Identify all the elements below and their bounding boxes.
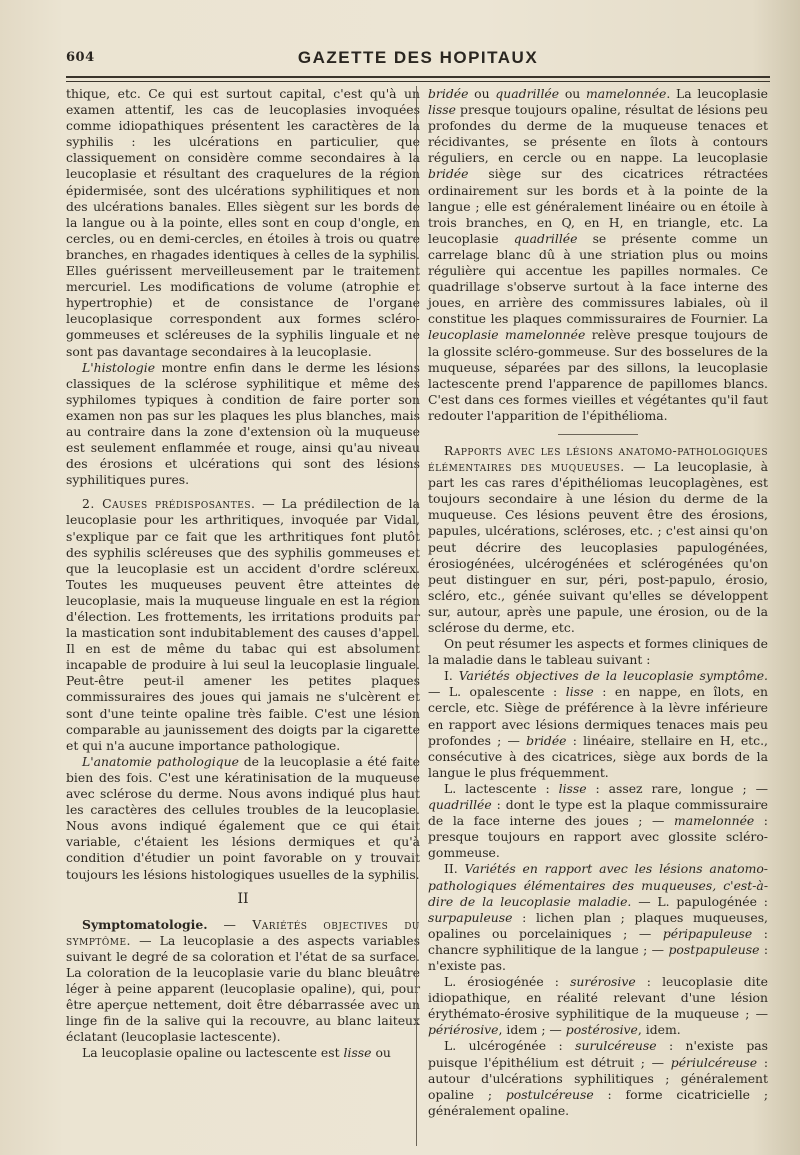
left-column — [66, 86, 420, 1062]
section-number: II — [237, 890, 249, 907]
right-column — [428, 86, 768, 1119]
paragraph: On peut résumer les aspects et formes cliniques de la maladie dans le tableau suivant : — [428, 636, 768, 668]
page-number: 604 — [66, 50, 95, 65]
paragraph: La leucoplasie opaline ou lactescente est lisse ou — [82, 1045, 391, 1061]
column-divider — [416, 86, 417, 1146]
paragraph: L'histologie montre enfin dans le derme les lésions classiques de la sclérose syphilitique et même des syphilomes typiques à condition de faire porter son examen non pas sur les plaques les plus blanches, mais au contraire dans la zone d'extension où la muqueuse est seulement enflammée et rouge, ainsi qu'au niveau des érosions et ulcérations qui sont des lésions syphilitiques pures. — [66, 359, 420, 488]
header-rule — [66, 76, 770, 82]
paragraph: L. ulcérogénée : surulcéreuse : n'existe pas puisque l'épithélium est détruit ; — périulcéreuse : autour d'ulcérations syphilitiques ; généralement opaline ; postulcéreuse : forme cicatricielle ; généralement opaline. — [428, 1038, 768, 1118]
paragraph: bridée ou quadrillée ou mamelonnée. La leucoplasie lisse presque toujours opaline, résultat de lésions peu profondes du derme de la muqueuse tenaces et récidivantes, se présente en îlots à contours réguliers, en cercle ou en nappe. La leucoplasie bridée siège sur des cicatrices rétractées ordinairement sur les bords et à la pointe de la langue ; elle est généralement linéaire ou en étoile à trois branches, en Q, en H, en triangle, etc. La leucoplasie quadrillée se présente comme un carrelage blanc dû à une striation plus ou moins régulière qui accentue les papilles normales. Ce quadrillage s'observe surtout à la face interne des joues, en arrière des commissures labiales, où il constitue les plaques commissuraires de Fournier. La leucoplasie mamelonnée relève presque toujours de la glossite scléro-gommeuse. Sur des bosselures de la muqueuse, séparées par des sillons, la leucoplasie lactescente prend l'apparence de papillomes blancs. C'est dans ces formes vieilles et végétantes qu'il faut redouter l'apparition de l'épithélioma. — [428, 86, 768, 423]
paragraph: I. Variétés objectives de la leucoplasie symptôme. — L. opalescente : lisse : en nappe, en îlots, en cercle, etc. Siège de préférence à la lèvre inférieure en rapport avec lésions dermiques tenaces mais peu profondes ; — bridée : linéaire, stellaire en H, etc., consécutive à des cicatrices, siège aux bords de la langue le plus fréquemment. — [428, 668, 768, 780]
paragraph: Symptomatologie. — Variétés objectives du symptôme. — La leucoplasie a des aspects variables suivant le degré de sa coloration et l'état de sa surface. La coloration de la leucoplasie varie du blanc bleuâtre léger à peine apparent (leucoplasie opaline), qui, pour être aperçue nettement, doit être débarrassée avec un linge fin de la salive qui la recouvre, au blanc laiteux éclatant (leucoplasie lactescente). — [66, 916, 420, 1045]
section-rule — [558, 434, 638, 435]
paragraph: thique, etc. Ce qui est surtout capital, c'est qu'à un examen attentif, les cas de leucoplasies invoquées comme idiopathiques présentent les caractères de la syphilis : les ulcérations en particulier, que classiquement on considère comme secondaires à la leucoplasie et résultant des craquelures de la région épidermisée, sont des ulcérations syphilitiques et non des ulcérations banales. Elles siègent sur les bords de la langue ou à la pointe, elles sont en coup d'ongle, en cercles, ou en demi-cercles, en étoiles à trois ou quatre branches, en rhagades identiques à celles de la syphilis. Elles guérissent merveilleusement par le traitement mercuriel. Les modifications de volume (atrophie et hypertrophie) et de consistance de l'organe leucoplasique correspondent aux formes scléro-gommeuses et scléreuses de la syphilis linguale et ne sont pas davantage secondaires à la leucoplasie. — [66, 86, 420, 359]
page-header — [66, 44, 770, 78]
paragraph: L. lactescente : lisse : assez rare, longue ; — quadrillée : dont le type est la plaque commissuraire de la face interne des joues ; — mamelonnée : presque toujours en rapport avec glossite scléro-gommeuse. — [428, 780, 768, 861]
paragraph: II. Variétés en rapport avec les lésions anatomo-pathologiques élémentaires des muqueuses, c'est-à-dire de la leucoplasie maladie. — L. papulogénée : surpapuleuse : lichen plan ; plaques muqueuses, opalines ou porcelainiques ; — péripapuleuse : chancre syphilitique de la langue ; — postpapuleuse : n'existe pas. — [428, 861, 768, 973]
paragraph: L. érosiogénée : surérosive : leucoplasie dite idiopathique, en réalité relevant d'une lésion érythémato-érosive syphilitique de la muqueuse ; — périérosive, idem ; — postérosive, idem. — [428, 974, 768, 1038]
paragraph: 2. Causes prédisposantes. — La prédilection de la leucoplasie pour les arthritiques, invoquée par Vidal, s'explique par ce fait que les arthritiques font plutôt des syphilis scléreuses que des syphilis gommeuses et que la leucoplasie est un accident d'ordre scléreux. Toutes les muqueuses peuvent être atteintes de leucoplasie, mais la muqueuse linguale en est la région d'élection. Les frottements, les irritations produits par la mastication sont indubitablement des causes d'appel. Il en est de même du tabac qui est absolument incapable de produire à lui seul la leucoplasie linguale. Peut-être peut-il amener les petites plaques commissuraires des joues qui jamais ne s'ulcèrent et sont d'une teinte opaline très faible. C'est une lésion comparable au jaunissement des doigts par la cigarette et qui n'a aucune importance pathologique. — [66, 496, 421, 753]
journal-title: GAZETTE DES HOPITAUX — [297, 48, 539, 67]
paragraph: L'anatomie pathologique de la leucoplasie a été faite bien des fois. C'est une kératinisation de la muqueuse avec sclérose du derme. Nous avons indiqué plus haut les caractères des cellules troubles de la leucoplasie. Nous avons indiqué également que ce qui était variable, c'étaient les lésions dermiques et qu'à condition d'étudier un point favorable on y trouvait toujours les lésions histologiques usuelles de la syphilis. — [66, 753, 420, 882]
paragraph: Rapports avec les lésions anatomo-pathologiques élémentaires des muqueuses. — La leucoplasie, à part les cas rares d'épithéliomas leucoplagènes, est toujours secondaire à une lésion du derme de la muqueuse. Ces lésions peuvent être des érosions, papules, ulcérations, scléroses, etc. ; c'est ainsi qu'on peut décrire des leucoplasies papulogénées, érosiogénées, ulcérogénées et sclérogénées qu'on peut distinguer en sur, péri, post-papulo, érosio, scléro, etc., génée suivant qu'elles se développent sur, autour, après une papule, une érosion, ou de la sclérose du derme, etc. — [428, 442, 768, 635]
